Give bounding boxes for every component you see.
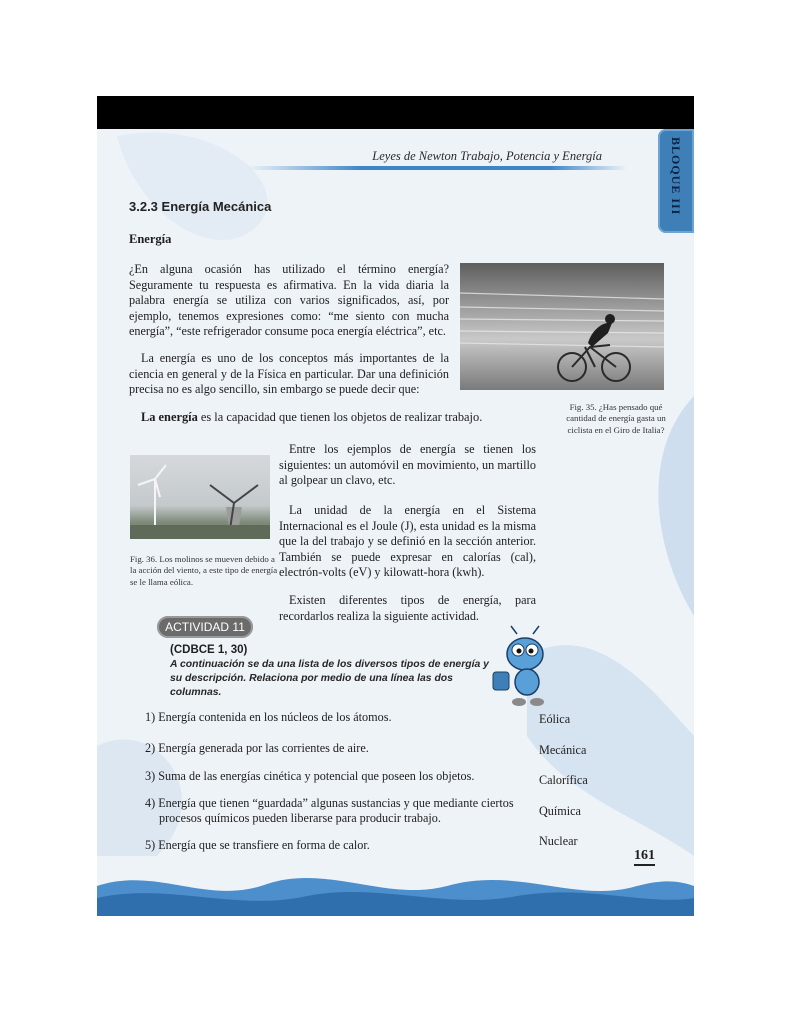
description-item: 2) Energía generada por las corrientes de aire. [145,741,369,755]
option-item: Nuclear [539,834,578,848]
description-item: 5) Energía que se transfiere en forma de calor. [145,838,370,852]
cyclist-photo [460,263,664,390]
section-subtitle: Energía [129,232,172,246]
footer-wave-decoration [97,846,694,916]
bloque-tab [658,129,694,233]
paragraph-concept: La energía es uno de los conceptos más importantes de la ciencia en general y de la Física en particular. Dar una definición precisa no es algo sencillo, sin embargo se puede decir que: [129,351,449,397]
option-item: Química [539,804,581,818]
top-black-band [97,96,694,129]
bug-mascot-icon [485,624,557,708]
windmill-photo [130,455,270,539]
definition-term: La energía [141,410,198,424]
paragraph-units: La unidad de la energía en el Sistema Internacional es el Joule (J), esta unidad es la misma que la del trabajo y se definió en la sección anterior. También se puede expresar en calorías (cal), electrón-volts (eV) y kilowatt-hora (kwh). [279,503,536,580]
option-item: Eólica [539,712,571,726]
section-title: 3.2.3 Energía Mecánica [129,199,272,214]
activity-instructions: A continuación se da una lista de los diversos tipos de energía y su descripción. Relaciona por medio de una línea las dos columnas. [170,659,489,698]
option-item: Calorífica [539,773,588,787]
description-item: 3) Suma de las energías cinética y potencial que poseen los objetos. [145,769,475,783]
page-number: 161 [634,848,655,866]
header-rule [247,166,627,170]
paragraph-examples: Entre los ejemplos de energía se tienen los siguientes: un automóvil en movimiento, un martillo al golpear un clavo, etc. [279,442,536,488]
cyclist-image [460,263,664,390]
running-title: Leyes de Newton Trabajo, Potencia y Energía [372,149,602,163]
description-item: 1) Energía contenida en los núcleos de los átomos. [145,710,392,724]
fig35-caption: Fig. 35. ¿Has pensado qué cantidad de energía gasta un ciclista en el Giro de Italia? [566,402,666,435]
option-item: Mecánica [539,743,587,757]
paragraph-types: Existen diferentes tipos de energía, para recordarlos realiza la siguiente actividad. [279,593,536,623]
description-item: 4) Energía que tienen “guardada” algunas sustancias y que mediante ciertos procesos químicos pueden liberarse para producir trabajo. [145,796,514,825]
bloque-tab-label: BLOQUE III [669,137,683,216]
fig36-caption: Fig. 36. Los molinos se mueven debido a la acción del viento, a este tipo de energía se le llama eólica. [130,554,278,587]
textbook-page [97,96,694,916]
activity-badge: ACTIVIDAD 11 [157,616,253,638]
definition-text: es la capacidad que tienen los objetos de realizar trabajo. [197,410,483,424]
activity-code: (CDBCE 1, 30) [170,644,248,656]
windmill-image [130,455,270,539]
energy-definition [141,410,482,425]
paragraph-intro: ¿En alguna ocasión has utilizado el término energía? Seguramente tu respuesta es afirmativa. En la vida diaria la palabra energía se utiliza con varios significados, así, por ejemplo, tenemos expresiones como: “me siento con mucha energía”, “este refrigerador consume poca energía eléctrica”, etc. [129,262,449,339]
